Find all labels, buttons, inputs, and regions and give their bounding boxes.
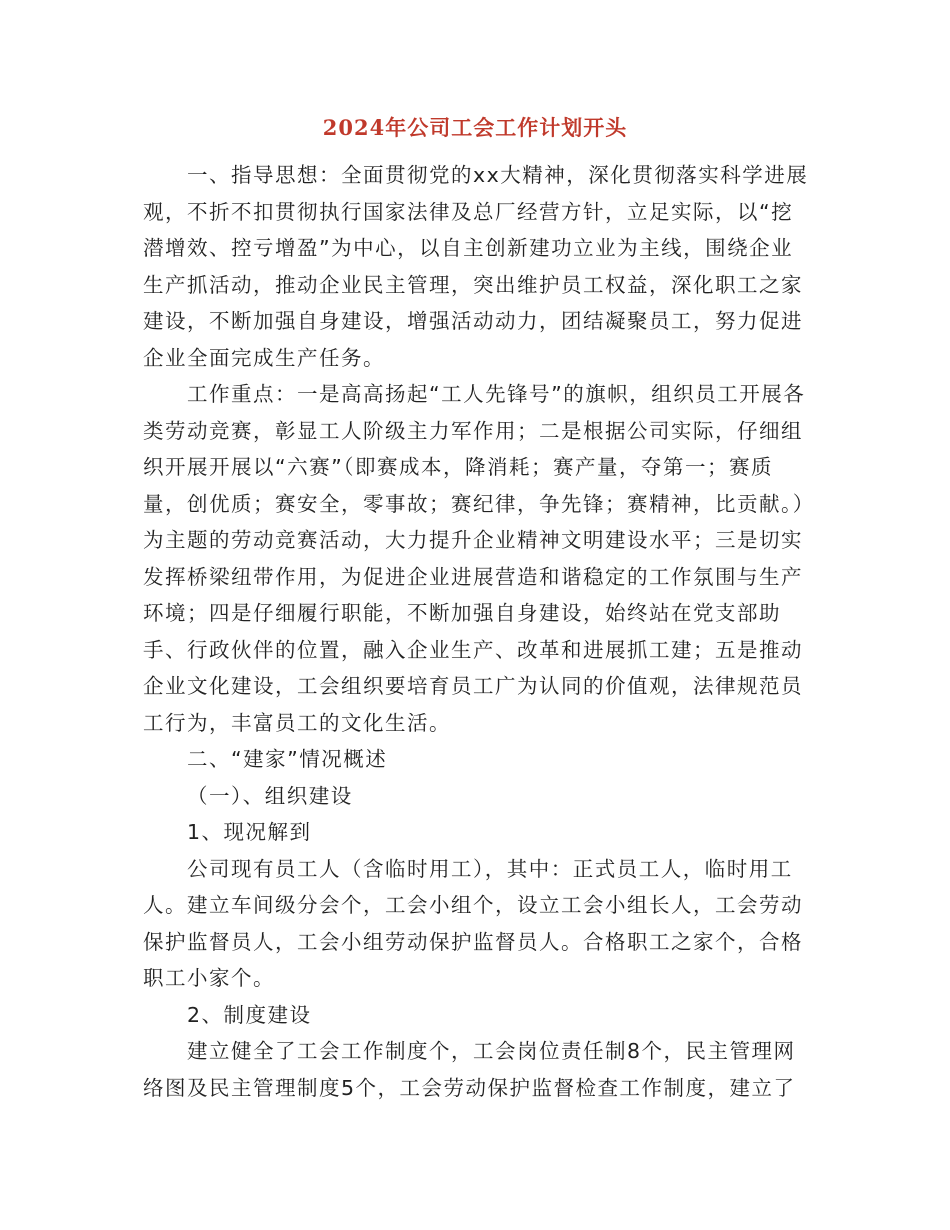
item-heading-system: 2、制度建设 [187, 1002, 312, 1027]
paragraph-staff-status: 公司现有员工人（含临时用工），其中：正式员工人，临时用工人。建立车间级分会个，工会小组个，设立工会小组长人，工会劳动保护监督员人，工会小组劳动保护监督员人。合格职工之家个，合格职工小家个。 [143, 856, 803, 990]
document-title: 2024年公司工会工作计划开头 [322, 115, 628, 140]
subsection-heading-organization: （一）、组织建设 [187, 783, 353, 808]
item-heading-status: 1、现况解到 [187, 820, 312, 844]
paragraph-system-building: 建立健全了工会工作制度个，工会岗位责任制8个，民主管理网络图及民主管理制度5个，工会劳动保护监督检查工作制度，建立了 [143, 1039, 796, 1100]
section-heading-overview: 二、“建家”情况概述 [187, 747, 388, 771]
paragraph-guiding-ideology: 一、指导思想：全面贯彻党的xx大精神，深化贯彻落实科学进展观，不折不扣贯彻执行国家法律及总厂经营方针，立足实际，以“挖潜增效、控亏增盈”为中心，以自主创新建功立业为主线，围绕企业生产抓活动，推动企业民主管理，突出维护员工权益，深化职工之家建设，不断加强自身建设，增强活动动力，团结凝聚员工，努力促进企业全面完成生产任务。 [143, 163, 809, 370]
paragraph-work-focus: 工作重点：一是高高扬起“工人先锋号”的旗帜，组织员工开展各类劳动竞赛，彰显工人阶级主力军作用；二是根据公司实际，仔细组织开展开展以“六赛”（即赛成本，降消耗；赛产量，夺第一；赛质量，创优质；赛安全，零事故；赛纪律，争先锋；赛精神，比贡献。）为主题的劳动竞赛活动，大力提升企业精神文明建设水平；三是切实发挥桥梁纽带作用，为促进企业进展营造和谐稳定的工作氛围与生产环境；四是仔细履行职能，不断加强自身建设，始终站在党支部助手、行政伙伴的位置，融入企业生产、改革和进展抓工建；五是推动企业文化建设，工会组织要培育员工广为认同的价值观，法律规范员工行为，丰富员工的文化生活。 [143, 382, 806, 735]
document-body [143, 157, 811, 1106]
